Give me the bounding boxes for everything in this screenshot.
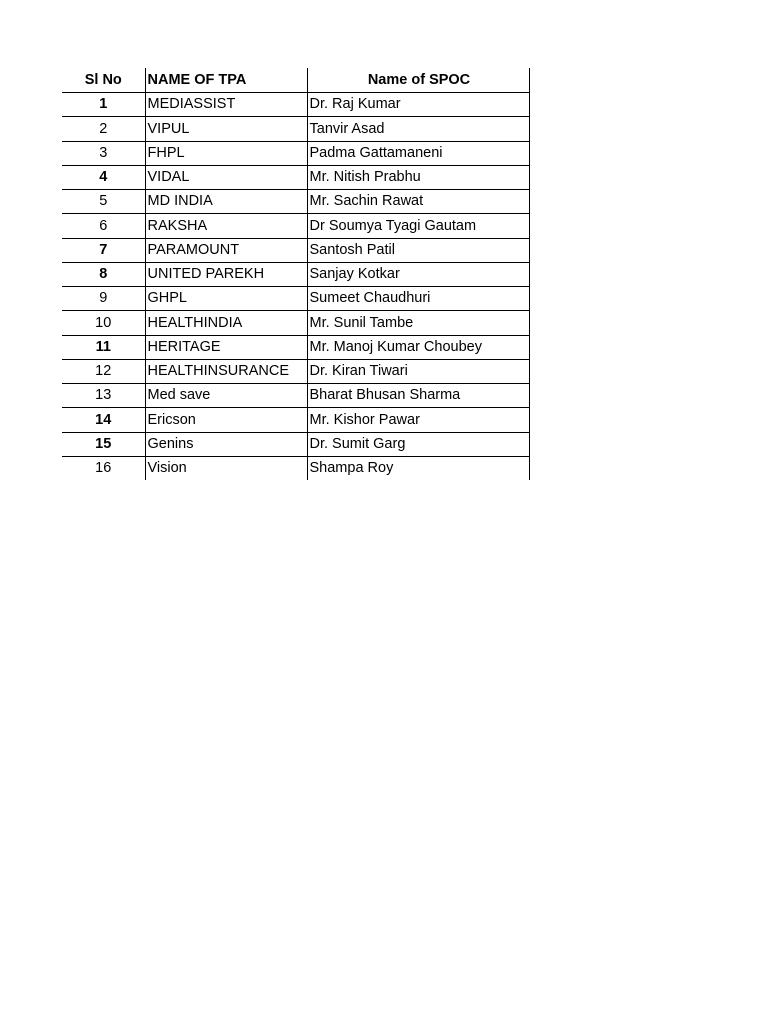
cell-tpa-name: HEALTHINSURANCE [145, 359, 307, 383]
cell-spoc-name: Bharat Bhusan Sharma [307, 384, 529, 408]
cell-sl-no: 5 [62, 190, 145, 214]
table-row [62, 384, 529, 408]
cell-sl-no: 15 [62, 432, 145, 456]
header-sl-no: Sl No [62, 68, 145, 93]
table-row [62, 456, 529, 480]
cell-tpa-name: Med save [145, 384, 307, 408]
cell-spoc-name: Dr Soumya Tyagi Gautam [307, 214, 529, 238]
cell-sl-no: 6 [62, 214, 145, 238]
cell-spoc-name: Mr. Manoj Kumar Choubey [307, 335, 529, 359]
cell-sl-no: 11 [62, 335, 145, 359]
table-row [62, 359, 529, 383]
cell-tpa-name: Ericson [145, 408, 307, 432]
cell-spoc-name: Mr. Nitish Prabhu [307, 165, 529, 189]
cell-spoc-name: Dr. Kiran Tiwari [307, 359, 529, 383]
cell-sl-no: 13 [62, 384, 145, 408]
cell-tpa-name: RAKSHA [145, 214, 307, 238]
cell-sl-no: 14 [62, 408, 145, 432]
cell-sl-no: 9 [62, 287, 145, 311]
cell-sl-no: 12 [62, 359, 145, 383]
table-header-row [62, 68, 529, 93]
cell-sl-no: 3 [62, 141, 145, 165]
cell-spoc-name: Dr. Sumit Garg [307, 432, 529, 456]
cell-tpa-name: Genins [145, 432, 307, 456]
table-row [62, 262, 529, 286]
cell-sl-no: 10 [62, 311, 145, 335]
cell-spoc-name: Mr. Sachin Rawat [307, 190, 529, 214]
cell-sl-no: 2 [62, 117, 145, 141]
cell-spoc-name: Tanvir Asad [307, 117, 529, 141]
header-name-of-spoc: Name of SPOC [307, 68, 529, 93]
table-row [62, 214, 529, 238]
table-row [62, 408, 529, 432]
cell-spoc-name: Santosh Patil [307, 238, 529, 262]
cell-spoc-name: Dr. Raj Kumar [307, 93, 529, 117]
header-name-of-tpa: NAME OF TPA [145, 68, 307, 93]
cell-sl-no: 4 [62, 165, 145, 189]
table-row [62, 117, 529, 141]
cell-tpa-name: MD INDIA [145, 190, 307, 214]
cell-tpa-name: VIDAL [145, 165, 307, 189]
cell-tpa-name: HERITAGE [145, 335, 307, 359]
cell-tpa-name: HEALTHINDIA [145, 311, 307, 335]
cell-sl-no: 16 [95, 460, 112, 477]
cell-sl-no: 8 [62, 262, 145, 286]
cell-sl-no: 7 [62, 238, 145, 262]
table-row [62, 141, 529, 165]
cell-sl-no: 1 [62, 93, 145, 117]
cell-tpa-name: Vision [145, 456, 307, 480]
table-row [62, 93, 529, 117]
cell-tpa-name: UNITED PAREKH [145, 262, 307, 286]
cell-tpa-name: FHPL [145, 141, 307, 165]
cell-spoc-name: Sanjay Kotkar [307, 262, 529, 286]
cell-spoc-name: Sumeet Chaudhuri [307, 287, 529, 311]
cell-spoc-name: Padma Gattamaneni [307, 141, 529, 165]
table-row [62, 287, 529, 311]
table-row [62, 238, 529, 262]
cell-tpa-name: GHPL [145, 287, 307, 311]
table-row [62, 335, 529, 359]
cell-tpa-name: PARAMOUNT [145, 238, 307, 262]
table-row [62, 165, 529, 189]
table-row [62, 432, 529, 456]
cell-spoc-name: Shampa Roy [307, 456, 529, 480]
table-row [62, 311, 529, 335]
cell-tpa-name: MEDIASSIST [145, 93, 307, 117]
cell-spoc-name: Mr. Kishor Pawar [307, 408, 529, 432]
tpa-spoc-table [62, 68, 530, 480]
cell-spoc-name: Mr. Sunil Tambe [307, 311, 529, 335]
cell-tpa-name: VIPUL [145, 117, 307, 141]
table-row [62, 190, 529, 214]
